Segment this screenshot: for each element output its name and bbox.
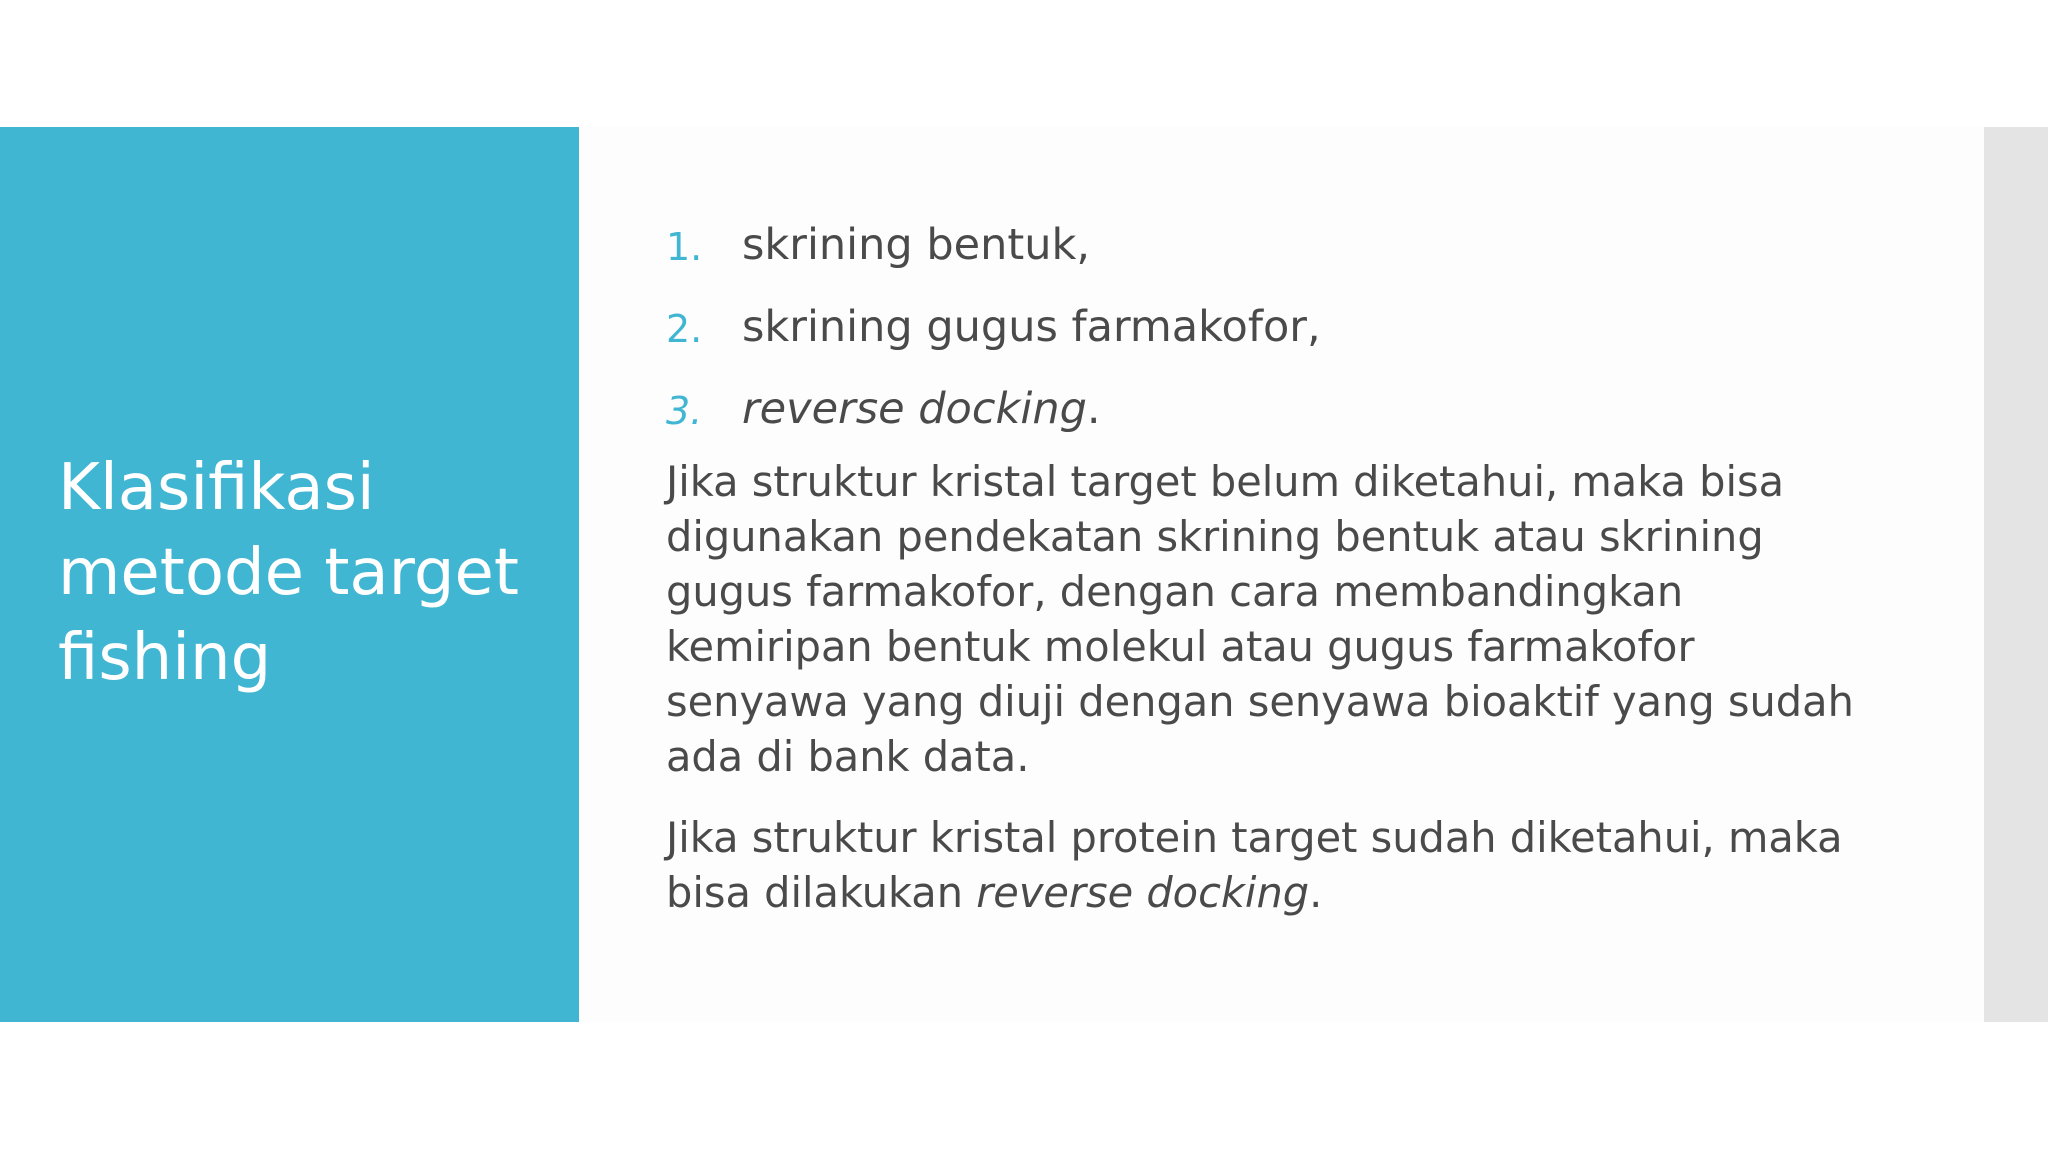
paragraph-line: [666, 865, 1966, 920]
paragraph-line: gugus farmakofor, dengan cara membandingkan: [666, 567, 1684, 616]
paragraph-line: senyawa yang diuji dengan senyawa bioaktif yang sudah: [666, 677, 1854, 726]
method-list: [666, 214, 1966, 460]
list-number: 3.: [666, 389, 703, 433]
paragraph-line: kemiripan bentuk molekul atau gugus farmakofor: [666, 622, 1695, 671]
paragraph-text: bisa dilakukan: [666, 868, 977, 917]
slide-title-line: fishing: [58, 621, 272, 695]
list-number: 2.: [666, 307, 703, 351]
slide-title-line: metode target: [58, 536, 519, 610]
paragraph-line: Jika struktur kristal protein target sudah diketahui, maka: [666, 813, 1843, 862]
slide-body: [666, 214, 1966, 920]
list-number: 1.: [666, 225, 703, 269]
method-list-item: [666, 296, 1966, 378]
slide-title-line: Klasifikasi: [58, 451, 375, 525]
paragraph-structure-known: [666, 810, 1966, 920]
paragraph-line: digunakan pendekatan skrining bentuk atau skrining: [666, 512, 1764, 561]
list-item-punctuation: .: [1086, 384, 1101, 434]
list-item-text: skrining gugus farmakofor,: [742, 302, 1321, 352]
method-list-item: [666, 214, 1966, 296]
paragraph-structure-unknown: [666, 454, 1966, 784]
method-list-item: [666, 378, 1966, 460]
right-decorative-strip: [1984, 127, 2048, 1022]
slide-title: [58, 446, 558, 701]
list-item-text: skrining bentuk,: [742, 220, 1091, 270]
paragraph-italic-term: reverse docking: [976, 868, 1310, 917]
list-item-text: [742, 378, 1101, 440]
list-item-italic-text: reverse docking: [742, 384, 1087, 434]
paragraph-punctuation: .: [1309, 868, 1323, 917]
paragraph-line: ada di bank data.: [666, 732, 1030, 781]
paragraph-line: Jika struktur kristal target belum diketahui, maka bisa: [666, 457, 1785, 506]
